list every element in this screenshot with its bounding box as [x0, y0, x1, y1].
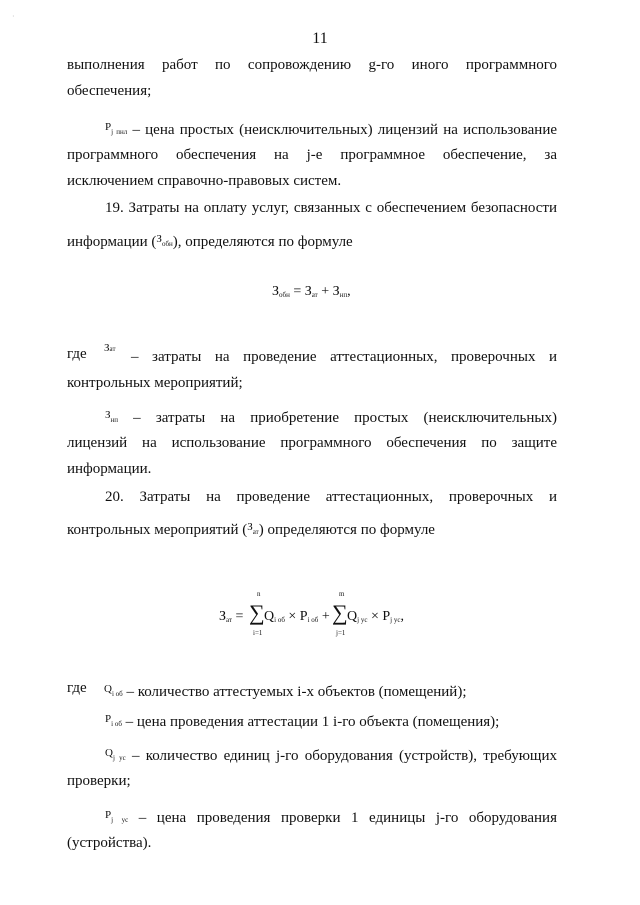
sum-1-lower: i=1 — [253, 629, 263, 637]
formula-1: Зобн = Зат + Знп, — [272, 284, 351, 299]
where-label-2: где — [67, 680, 87, 696]
paragraph-6-line-2: контрольных мероприятий ($^З$ат) определяются по формуле — [67, 521, 435, 538]
formula-2-term-1: Qi об × Pi об + — [264, 609, 330, 624]
object-price-symbol: $^P$i об — [105, 713, 122, 728]
definition-3-line-2: проверки; — [67, 773, 131, 789]
sum-1-sigma: ∑ — [249, 600, 265, 625]
paragraph-5-line-2: лицензий на использование программного обеспечения по защите — [67, 435, 557, 451]
paragraph-4-line-2: контрольных мероприятий; — [67, 375, 243, 391]
sum-2-sigma: ∑ — [332, 600, 348, 625]
page-number: 11 — [312, 30, 328, 47]
definition-4-line-2: (устройства). — [67, 835, 152, 851]
paragraph-5-line-3: информации. — [67, 461, 152, 477]
sum-2-upper: m — [339, 590, 345, 598]
formula-2-lhs: Зат = — [219, 609, 244, 624]
device-count-symbol: $^Q$j ус — [105, 747, 126, 762]
corner-mark: · — [12, 12, 15, 21]
paragraph-1-line-1: выполнения работ по сопровождению g-го иного программного — [67, 57, 557, 73]
paragraph-3-line-1: 19. Затраты на оплату услуг, связанных с обеспечением безопасности — [105, 200, 557, 216]
attestation-cost-symbol: $^З$ат — [247, 521, 259, 536]
paragraph-2-line-3: исключением справочно-правовых систем. — [67, 173, 342, 189]
formula-2-term-2: Qj ус × Pj ус, — [347, 609, 404, 624]
device-price-symbol: $^P$j ус — [105, 809, 129, 824]
definition-2: $^P$i об – цена проведения аттестации 1 i-го объекта (помещения); — [105, 713, 500, 730]
price-symbol: $^P$j пнл — [105, 121, 128, 136]
paragraph-1-line-2: обеспечения; — [67, 83, 152, 99]
paragraph-4-line-1: – затраты на проведение аттестационных, проверочных и — [131, 349, 557, 365]
where-label-1: где — [67, 346, 87, 362]
paragraph-2-line-1: $^P$j пнл – цена простых (неисключительных) лицензий на использование — [105, 121, 558, 138]
sum-1-upper: n — [257, 590, 261, 598]
license-symbol: $^З$нп — [105, 409, 119, 424]
definition-4-line-1: $^P$j ус – цена проведения проверки 1 единицы j-го оборудования — [105, 809, 557, 826]
paragraph-5-line-1: $^З$нп – затраты на приобретение простых (неисключительных) — [105, 409, 557, 426]
cost-symbol: $^З$обн — [156, 233, 173, 248]
definition-3-line-1: $^Q$j ус – количество единиц j-го оборудования (устройств), требующих — [105, 747, 557, 764]
paragraph-3-line-2: информации ($^З$обн), определяются по формуле — [67, 233, 353, 250]
paragraph-2-line-2: программного обеспечения на j-е программное обеспечение, за — [67, 147, 557, 163]
attestation-symbol: Зат — [104, 342, 116, 354]
object-count-symbol: $^Q$i об — [104, 683, 123, 698]
paragraph-6-line-1: 20. Затраты на проведение аттестационных, проверочных и — [105, 489, 557, 505]
definition-1: $^Q$i об – количество аттестуемых i-х объектов (помещений); — [104, 683, 467, 700]
sum-2-lower: j=1 — [336, 629, 346, 637]
